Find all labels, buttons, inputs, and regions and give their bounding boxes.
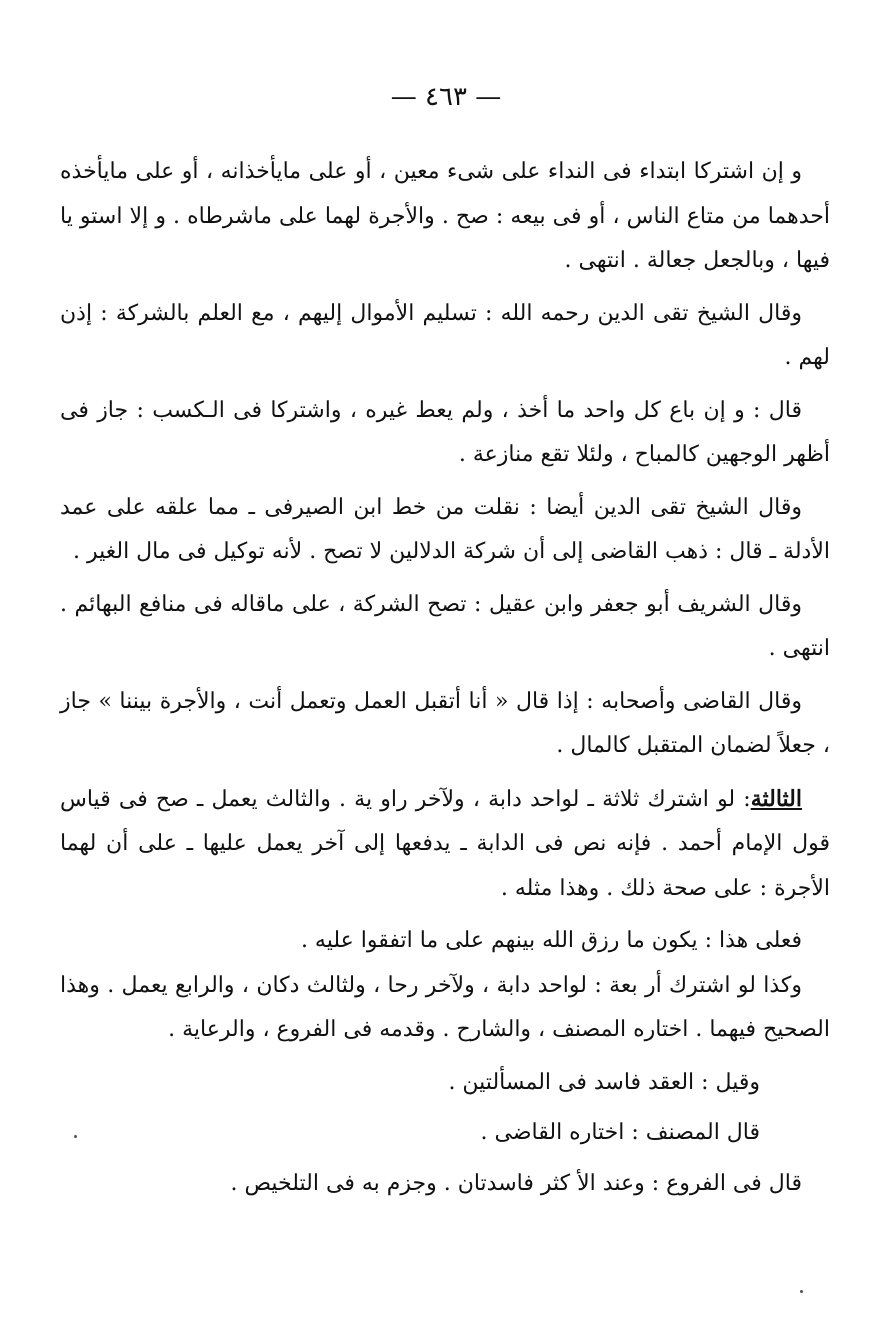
paragraph-3: قال : و إن باع كل واحد ما أخذ ، ولم يعط غيره ، واشتركا فى الـكسب : جاز فى أظهر الوجهين كالمباح ، ولئلا تقع منازعة . [60,397,830,467]
paragraph-four-partners: وكذا لو اشترك أر بعة : لواحد دابة ، ولآخر رحا ، ولثالث دكان ، والرابع يعمل . وهذا الصحيح فيهما . اختاره المصنف ، والشارح . وقدمه فى الفروع ، والرعاية . [60,972,830,1042]
paragraph-1: و إن اشتركا ابتداء فى النداء على شىء معين ، أو على مايأخذانه ، أو على مايأخذه أحدهما من متاع الناس ، أو فى بيعه : صح . والأجرة لهما على ماشرطاه . و إلا استو يا فيها ، وبالجعل جعالة . انتهى . [60,159,830,273]
third-case-heading: الثالثة [750,785,802,812]
page-body [60,150,830,1214]
paragraph-4: وقال الشيخ تقى الدين أيضا : نقلت من خط ابن الصيرفى ـ مما علقه على عمد الأدلة ـ قال : ذهب القاضى إلى أن شركة الدلالين لا تصح . لأنه توكيل فى مال الغير . [60,494,830,564]
paragraph-third [60,777,830,912]
paragraph-consequence: فعلى هذا : يكون ما رزق الله بينهم على ما اتفقوا عليه . [300,928,802,953]
closing-line-3: قال فى الفروع : وعند الأ كثر فاسدتان . وجزم به فى التلخيص . [230,1170,802,1196]
scan-speck [800,1290,803,1293]
paragraph-5: وقال الشريف أبو جعفر وابن عقيل : تصح الشركة ، على ماقاله فى منافع البهائم . انتهى . [60,591,830,661]
page-number: — ٤٦٣ — [390,82,502,112]
closing-line-1: وقيل : العقد فاسد فى المسألتين . [448,1069,760,1095]
third-case-text: : لو اشترك ثلاثة ـ لواحد دابة ، ولآخر راو ية . والثالث يعمل ـ صح فى قياس قول الإمام أحمد . فإنه نص فى الدابة ـ يدفعها إلى آخر يعمل عليها ـ على أن لهما الأجرة : على صحة ذلك . وهذا مثله . [60,786,830,901]
closing-line-2: قال المصنف : اختاره القاضى . [480,1120,760,1145]
scan-speck [74,1135,77,1138]
paragraph-6: وقال القاضى وأصحابه : إذا قال « أنا أتقبل العمل وتعمل أنت ، والأجرة بيننا » جاز ، جعلاً لضمان المتقبل كالمال . [60,688,830,758]
paragraph-2: وقال الشيخ تقى الدين رحمه الله : تسليم الأموال إليهم ، مع العلم بالشركة : إذن لهم . [60,300,830,370]
